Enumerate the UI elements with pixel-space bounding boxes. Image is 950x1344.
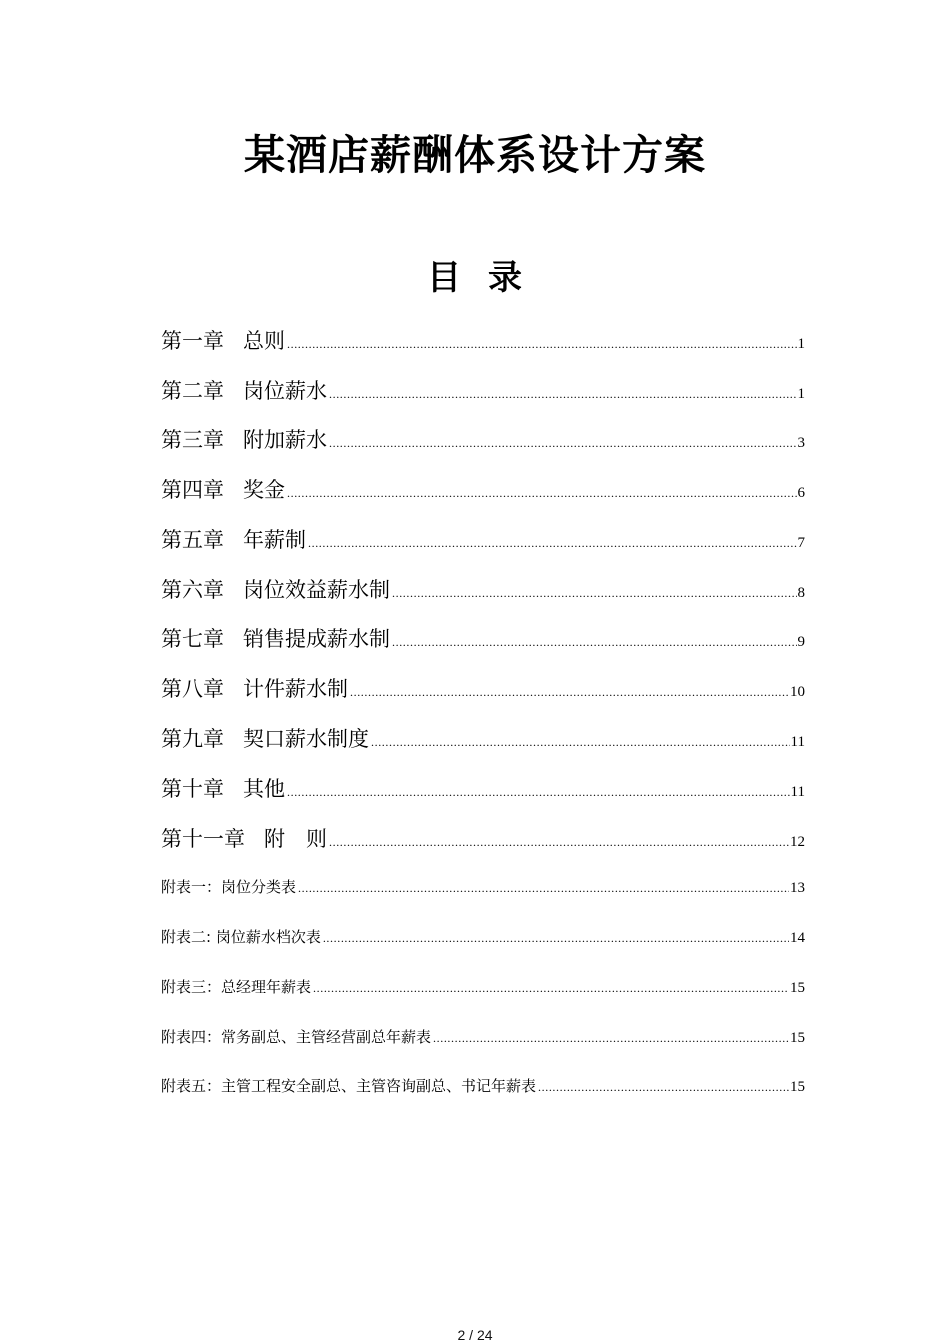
toc-entry-chapter-3[interactable]	[161, 425, 805, 458]
toc-entry-number: 第一章	[161, 329, 224, 353]
toc-entry-appendix-5[interactable]	[161, 1075, 805, 1098]
document-title: 某酒店薪酬体系设计方案	[244, 131, 706, 179]
toc-dot-leader	[313, 977, 789, 999]
toc-dot-leader	[350, 677, 789, 707]
toc-dot-leader	[287, 478, 797, 508]
toc-entry-chapter-5[interactable]	[161, 525, 805, 558]
toc-entry-title: 附加薪水	[243, 428, 327, 452]
toc-entry-page: 1	[797, 336, 805, 352]
toc-entry-number: 第二章	[161, 379, 224, 403]
toc-entry-appendix-2[interactable]	[161, 926, 805, 949]
toc-entry-number: 第九章	[161, 727, 224, 751]
toc-entry-page: 11	[790, 784, 805, 800]
toc-entry-number: 第六章	[161, 578, 224, 602]
toc-entry-page: 14	[790, 930, 805, 946]
toc-entry-number: 第五章	[161, 528, 224, 552]
toc-dot-leader	[329, 827, 789, 857]
toc-entry-page: 9	[797, 634, 805, 650]
toc-dot-leader	[538, 1076, 789, 1098]
toc-entry-title: 附表一：岗位分类表	[161, 878, 297, 896]
page-number: 2 / 24	[457, 1327, 493, 1343]
toc-entry-title: 其他	[243, 777, 285, 801]
toc-dot-leader	[298, 877, 789, 899]
toc-entry-title: 附表五：主管工程安全副总、主管咨询副总、书记年薪表	[161, 1077, 537, 1095]
toc-entry-title: 岗位薪水	[243, 379, 327, 403]
toc-dot-leader	[371, 727, 790, 757]
toc-entry-title: 总则	[243, 329, 285, 353]
toc-entry-number: 第三章	[161, 428, 224, 452]
toc-entry-chapter-1[interactable]	[161, 326, 805, 359]
toc-heading-left: 目	[427, 258, 462, 298]
toc-entry-title: 附表四：常务副总、主管经营副总年薪表	[161, 1028, 432, 1046]
toc-dot-leader	[287, 777, 790, 807]
toc-heading	[0, 254, 950, 302]
toc-entry-page: 1	[797, 386, 805, 402]
toc-entry-chapter-10[interactable]	[161, 774, 805, 807]
toc-entry-title: 奖金	[243, 478, 285, 502]
toc-entry-chapter-8[interactable]	[161, 674, 805, 707]
toc-entry-number: 第七章	[161, 627, 224, 651]
toc-entry-appendix-1[interactable]	[161, 876, 805, 899]
toc-entry-title: 附表三：总经理年薪表	[161, 978, 312, 996]
toc-dot-leader	[308, 528, 797, 558]
toc-entry-page: 11	[790, 734, 805, 750]
toc-dot-leader	[323, 927, 789, 949]
toc-dot-leader	[392, 627, 797, 657]
toc-heading-right: 录	[488, 258, 523, 298]
toc-entry-title: 附 则	[264, 827, 327, 851]
toc-dot-leader	[329, 428, 797, 458]
toc-entry-title: 契口薪水制度	[243, 727, 369, 751]
toc-entry-number: 第十一章	[161, 827, 245, 851]
toc-entry-title: 附表二: 岗位薪水档次表	[161, 928, 321, 946]
toc-entry-page: 13	[790, 880, 805, 896]
toc-dot-leader	[392, 578, 797, 608]
toc-entry-page: 3	[797, 435, 805, 451]
toc-entry-chapter-9[interactable]	[161, 724, 805, 757]
toc-entry-appendix-3[interactable]	[161, 976, 805, 999]
toc-entry-page: 8	[797, 585, 805, 601]
toc-entry-number: 第四章	[161, 478, 224, 502]
toc-entry-chapter-4[interactable]	[161, 475, 805, 508]
toc-entry-page: 10	[790, 684, 805, 700]
toc-entry-page: 15	[790, 980, 805, 996]
toc-entry-title: 岗位效益薪水制	[243, 578, 390, 602]
toc-entry-chapter-6[interactable]	[161, 575, 805, 608]
toc-entry-page: 15	[790, 1079, 805, 1095]
toc-entry-page: 15	[790, 1030, 805, 1046]
toc-dot-leader	[329, 379, 797, 409]
toc-entry-title: 计件薪水制	[243, 677, 348, 701]
toc-entry-number: 第八章	[161, 677, 224, 701]
toc-entry-number: 第十章	[161, 777, 224, 801]
toc-entry-chapter-2[interactable]	[161, 376, 805, 409]
toc-entry-chapter-7[interactable]	[161, 624, 805, 657]
toc-entry-title: 销售提成薪水制	[243, 627, 390, 651]
toc-entry-appendix-4[interactable]	[161, 1026, 805, 1049]
toc-entry-title: 年薪制	[243, 528, 306, 552]
toc-dot-leader	[287, 329, 797, 359]
toc-entry-chapter-11[interactable]	[161, 824, 805, 857]
toc-dot-leader	[433, 1027, 789, 1049]
toc-entry-page: 12	[790, 834, 805, 850]
toc-entry-page: 7	[797, 535, 805, 551]
toc-entry-page: 6	[797, 485, 805, 501]
